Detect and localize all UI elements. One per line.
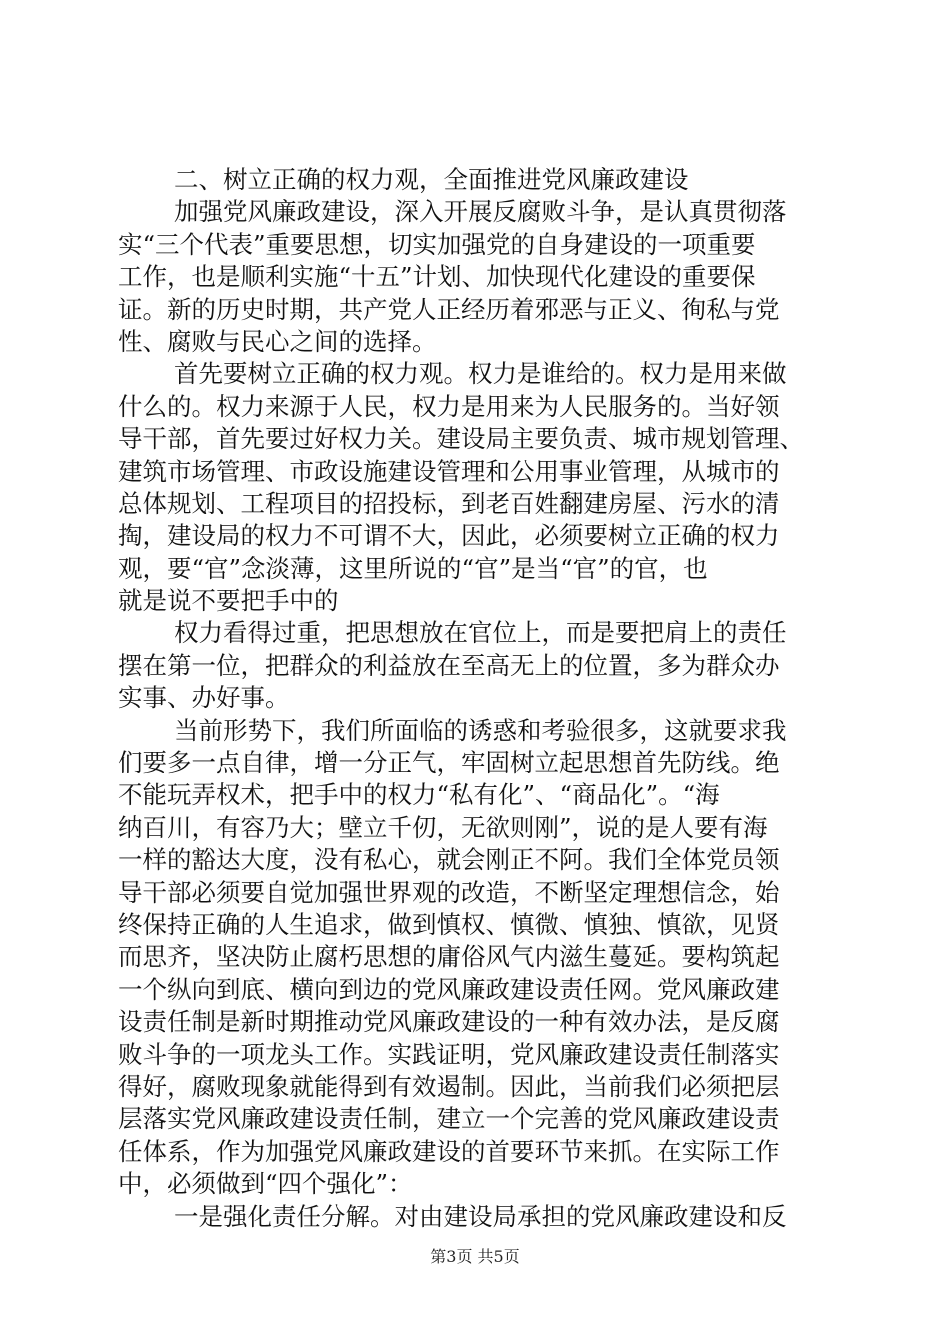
text-line: 而思齐，坚决防止腐朽思想的庸俗风气内滋生蔓延。要构筑起 [118, 942, 780, 972]
text-line: 导干部必须要自觉加强世界观的改造，不断坚定理想信念，始 [118, 877, 780, 907]
text-line: 掏，建设局的权力不可谓不大，因此，必须要树立正确的权力 [118, 521, 780, 551]
text-line: 导干部，首先要过好权力关。建设局主要负责、城市规划管理、 [118, 424, 804, 454]
text-line: 层落实党风廉政建设责任制，建立一个完善的党风廉政建设责 [118, 1104, 780, 1134]
text-line: 实事、办好事。 [118, 683, 290, 713]
text-line: 性、腐败与民心之间的选择。 [118, 326, 437, 356]
text-line: 摆在第一位，把群众的利益放在至高无上的位置，多为群众办 [118, 650, 780, 680]
text-line: 观，要“官”念淡薄，这里所说的“官”是当“官”的官，也 [118, 553, 708, 583]
text-line: 败斗争的一项龙头工作。实践证明，党风廉政建设责任制落实 [118, 1039, 780, 1069]
text-line: 权力看得过重，把思想放在官位上，而是要把肩上的责任 [174, 618, 787, 648]
text-line: 得好，腐败现象就能得到有效遏制。因此，当前我们必须把层 [118, 1071, 780, 1101]
text-line: 总体规划、工程项目的招投标，到老百姓翻建房屋、污水的清 [118, 488, 780, 518]
document-body [118, 164, 842, 1233]
text-line: 纳百川，有容乃大；壁立千仞，无欲则刚”，说的是人要有海 [118, 812, 768, 842]
text-line: 加强党风廉政建设，深入开展反腐败斗争，是认真贯彻落 [174, 197, 787, 227]
text-line: 设责任制是新时期推动党风廉政建设的一种有效办法，是反腐 [118, 1007, 780, 1037]
text-line: 首先要树立正确的权力观。权力是谁给的。权力是用来做 [174, 359, 787, 389]
text-line: 什么的。权力来源于人民，权力是用来为人民服务的。当好领 [118, 391, 780, 421]
text-line: 中，必须做到“四个强化”： [118, 1169, 413, 1199]
text-line: 一样的豁达大度，没有私心，就会刚正不阿。我们全体党员领 [118, 845, 780, 875]
text-line: 不能玩弄权术，把手中的权力“私有化”、“商品化”。“海 [118, 780, 720, 810]
text-line: 工作，也是顺利实施“十五”计划、加快现代化建设的重要保 [118, 262, 756, 292]
section-heading: 二、树立正确的权力观，全面推进党风廉政建设 [174, 165, 689, 194]
page-number-footer: 第3页 共5页 [430, 1247, 520, 1266]
text-line: 任体系，作为加强党风廉政建设的首要环节来抓。在实际工作 [118, 1136, 780, 1166]
text-line: 证。新的历史时期，共产党人正经历着邪恶与正义、徇私与党 [118, 294, 780, 324]
paragraph-lines [118, 196, 842, 1233]
text-line: 们要多一点自律，增一分正气，牢固树立起思想首先防线。绝 [118, 748, 780, 778]
text-line: 当前形势下，我们所面临的诱惑和考验很多，这就要求我 [174, 715, 787, 745]
text-line: 一个纵向到底、横向到边的党风廉政建设责任网。党风廉政建 [118, 974, 780, 1004]
text-line: 就是说不要把手中的 [118, 586, 339, 616]
text-line: 一是强化责任分解。对由建设局承担的党风廉政建设和反 [174, 1201, 787, 1231]
text-line: 实“三个代表”重要思想，切实加强党的自身建设的一项重要 [118, 229, 756, 259]
text-line: 建筑市场管理、市政设施建设管理和公用事业管理，从城市的 [118, 456, 780, 486]
text-line: 终保持正确的人生追求，做到慎权、慎微、慎独、慎欲，见贤 [118, 909, 780, 939]
